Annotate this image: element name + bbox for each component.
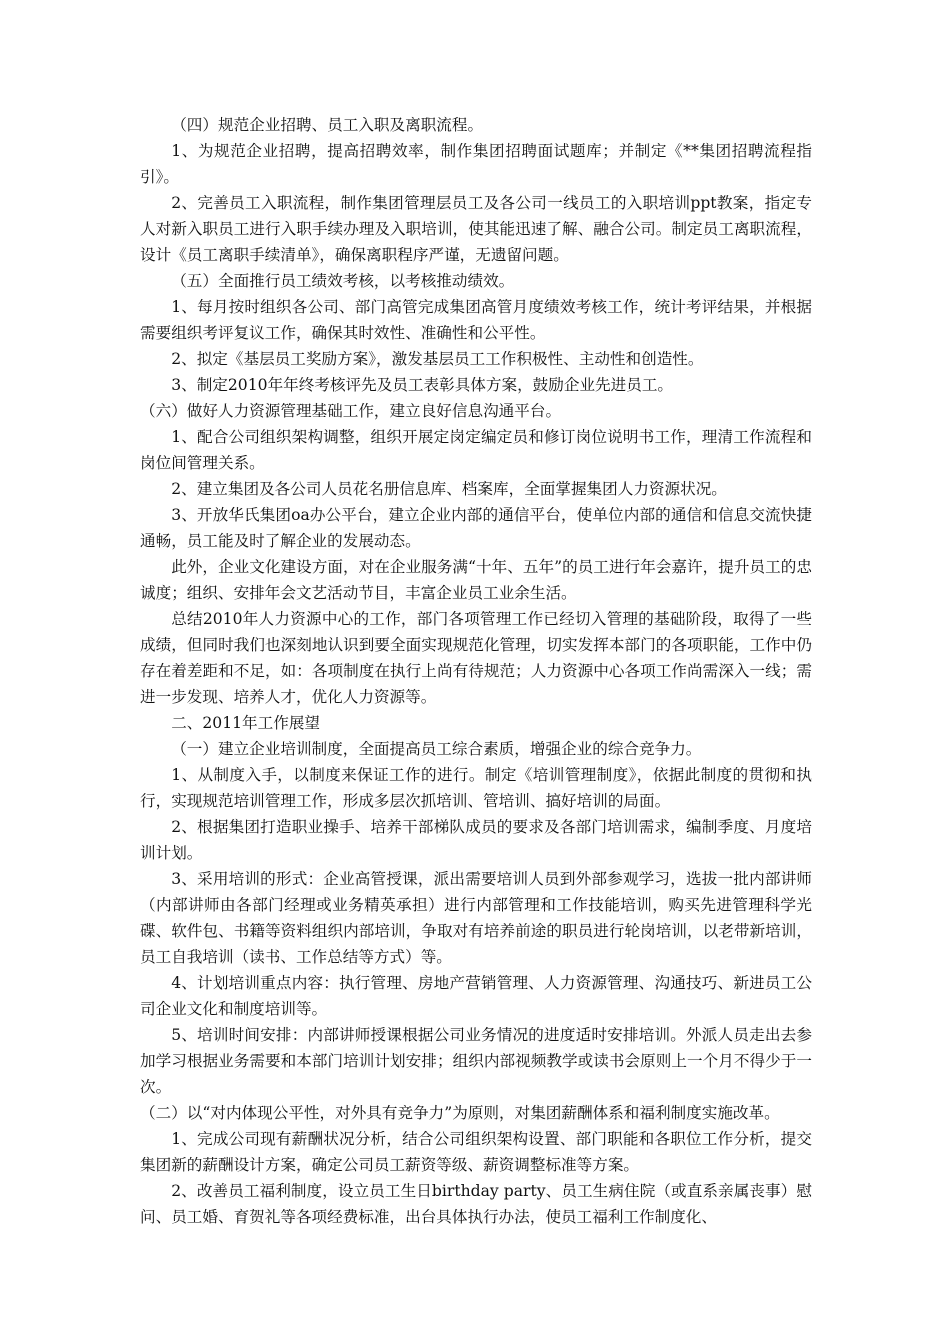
paragraph: 3、开放华氏集团oa办公平台，建立企业内部的通信平台，使单位内部的通信和信息交流快捷通畅，员工能及时了解企业的发展动态。 — [140, 506, 812, 550]
paragraph: 1、每月按时组织各公司、部门高管完成集团高管月度绩效考核工作，统计考评结果，并根据需要组织考评复议工作，确保其时效性、准确性和公平性。 — [140, 298, 812, 342]
paragraph: 4、计划培训重点内容：执行管理、房地产营销管理、人力资源管理、沟通技巧、新进员工公司企业文化和制度培训等。 — [140, 974, 812, 1018]
paragraph: 二、2011年工作展望 — [171, 714, 321, 732]
paragraph: （四）规范企业招聘、员工入职及离职流程。 — [171, 116, 484, 134]
paragraph: 1、为规范企业招聘，提高招聘效率，制作集团招聘面试题库；并制定《**集团招聘流程指引》。 — [140, 142, 812, 186]
paragraph: 1、完成公司现有薪酬状况分析，结合公司组织架构设置、部门职能和各职位工作分析，提交集团新的薪酬设计方案，确定公司员工薪资等级、薪资调整标准等方案。 — [140, 1130, 812, 1174]
paragraph: 2、完善员工入职流程，制作集团管理层员工及各公司一线员工的入职培训ppt教案，指定专人对新入职员工进行入职手续办理及入职培训，使其能迅速了解、融合公司。制定员工离职流程，设计《员工离职手续清单》，确保离职程序严谨，无遗留问题。 — [140, 194, 812, 264]
paragraph: 1、配合公司组织架构调整，组织开展定岗定编定员和修订岗位说明书工作，理清工作流程和岗位间管理关系。 — [140, 428, 812, 472]
paragraph: （五）全面推行员工绩效考核，以考核推动绩效。 — [171, 272, 515, 290]
paragraph: （二）以“对内体现公平性，对外具有竞争力”为原则，对集团薪酬体系和福利制度实施改革。 — [140, 1104, 780, 1122]
paragraph: （六）做好人力资源管理基础工作，建立良好信息沟通平台。 — [140, 402, 562, 420]
document-body — [140, 112, 812, 1230]
paragraph: 1、从制度入手，以制度来保证工作的进行。制定《培训管理制度》，依据此制度的贯彻和执行，实现规范培训管理工作，形成多层次抓培训、管培训、搞好培训的局面。 — [140, 766, 812, 810]
paragraph: 总结2010年人力资源中心的工作，部门各项管理工作已经切入管理的基础阶段，取得了一些成绩，但同时我们也深刻地认识到要全面实现规范化管理，切实发挥本部门的各项职能，工作中仍存在着差距和不足，如：各项制度在执行上尚有待规范；人力资源中心各项工作尚需深入一线；需进一步发现、培养人才，优化人力资源等。 — [140, 610, 812, 706]
paragraph: 2、建立集团及各公司人员花名册信息库、档案库，全面掌握集团人力资源状况。 — [171, 480, 727, 498]
paragraph: 此外，企业文化建设方面，对在企业服务满“十年、五年”的员工进行年会嘉许，提升员工的忠诚度；组织、安排年会文艺活动节目，丰富企业员工业余生活。 — [140, 558, 812, 602]
paragraph: 2、改善员工福利制度，设立员工生日birthday party、员工生病住院（或直系亲属丧事）慰问、员工婚、育贺礼等各项经费标准，出台具体执行办法，使员工福利工作制度化、 — [140, 1182, 812, 1226]
paragraph: （一）建立企业培训制度，全面提高员工综合素质，增强企业的综合竞争力。 — [171, 740, 702, 758]
paragraph: 5、培训时间安排：内部讲师授课根据公司业务情况的进度适时安排培训。外派人员走出去参加学习根据业务需要和本部门培训计划安排；组织内部视频教学或读书会原则上一个月不得少于一次。 — [140, 1026, 812, 1096]
paragraph: 2、拟定《基层员工奖励方案》，激发基层员工工作积极性、主动性和创造性。 — [171, 350, 704, 368]
paragraph: 3、采用培训的形式：企业高管授课，派出需要培训人员到外部参观学习，选拔一批内部讲师（内部讲师由各部门经理或业务精英承担）进行内部管理和工作技能培训，购买先进管理科学光碟、软件包、书籍等资料组织内部培训，争取对有培养前途的职员进行轮岗培训，以老带新培训，员工自我培训（读书、工作总结等方式）等。 — [140, 870, 812, 966]
paragraph: 2、根据集团打造职业操手、培养干部梯队成员的要求及各部门培训需求，编制季度、月度培训计划。 — [140, 818, 812, 862]
paragraph: 3、制定2010年年终考核评先及员工表彰具体方案，鼓励企业先进员工。 — [171, 376, 674, 394]
